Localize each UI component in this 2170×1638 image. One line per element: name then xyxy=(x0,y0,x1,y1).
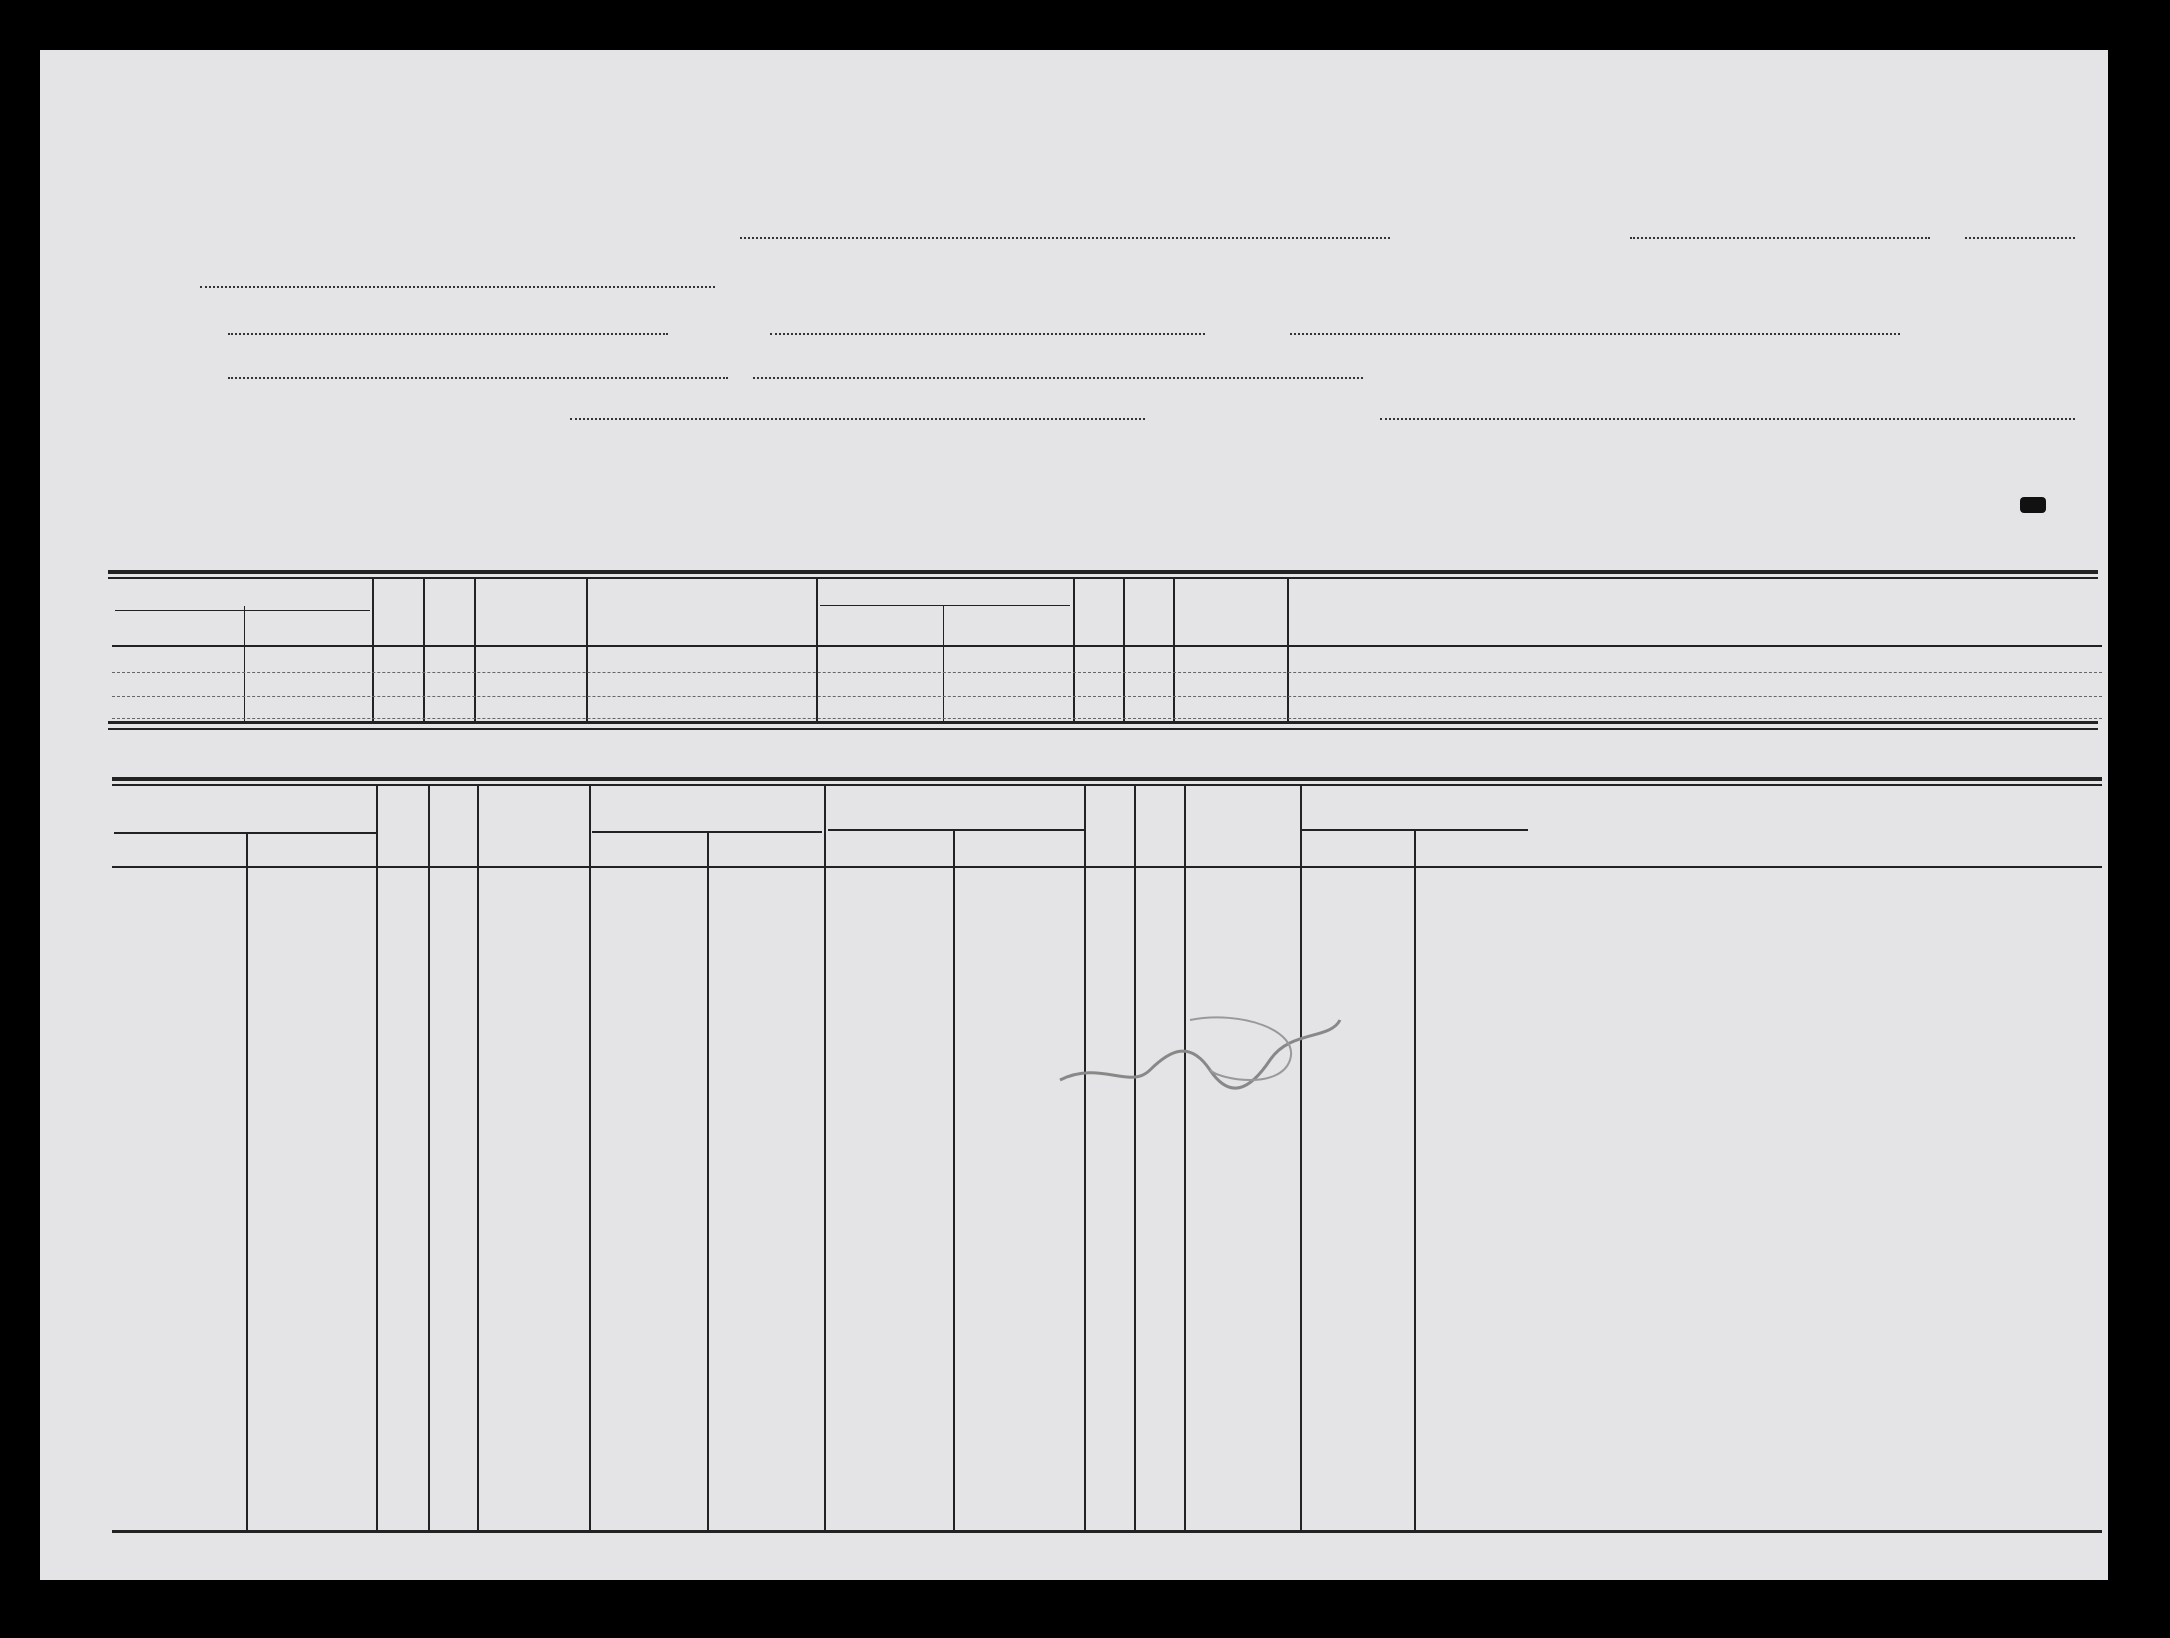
hole-punch-mark xyxy=(2020,497,2046,513)
inspector-signature-scribble xyxy=(1040,1000,1360,1110)
clearance-declaration-form xyxy=(40,50,2108,1580)
